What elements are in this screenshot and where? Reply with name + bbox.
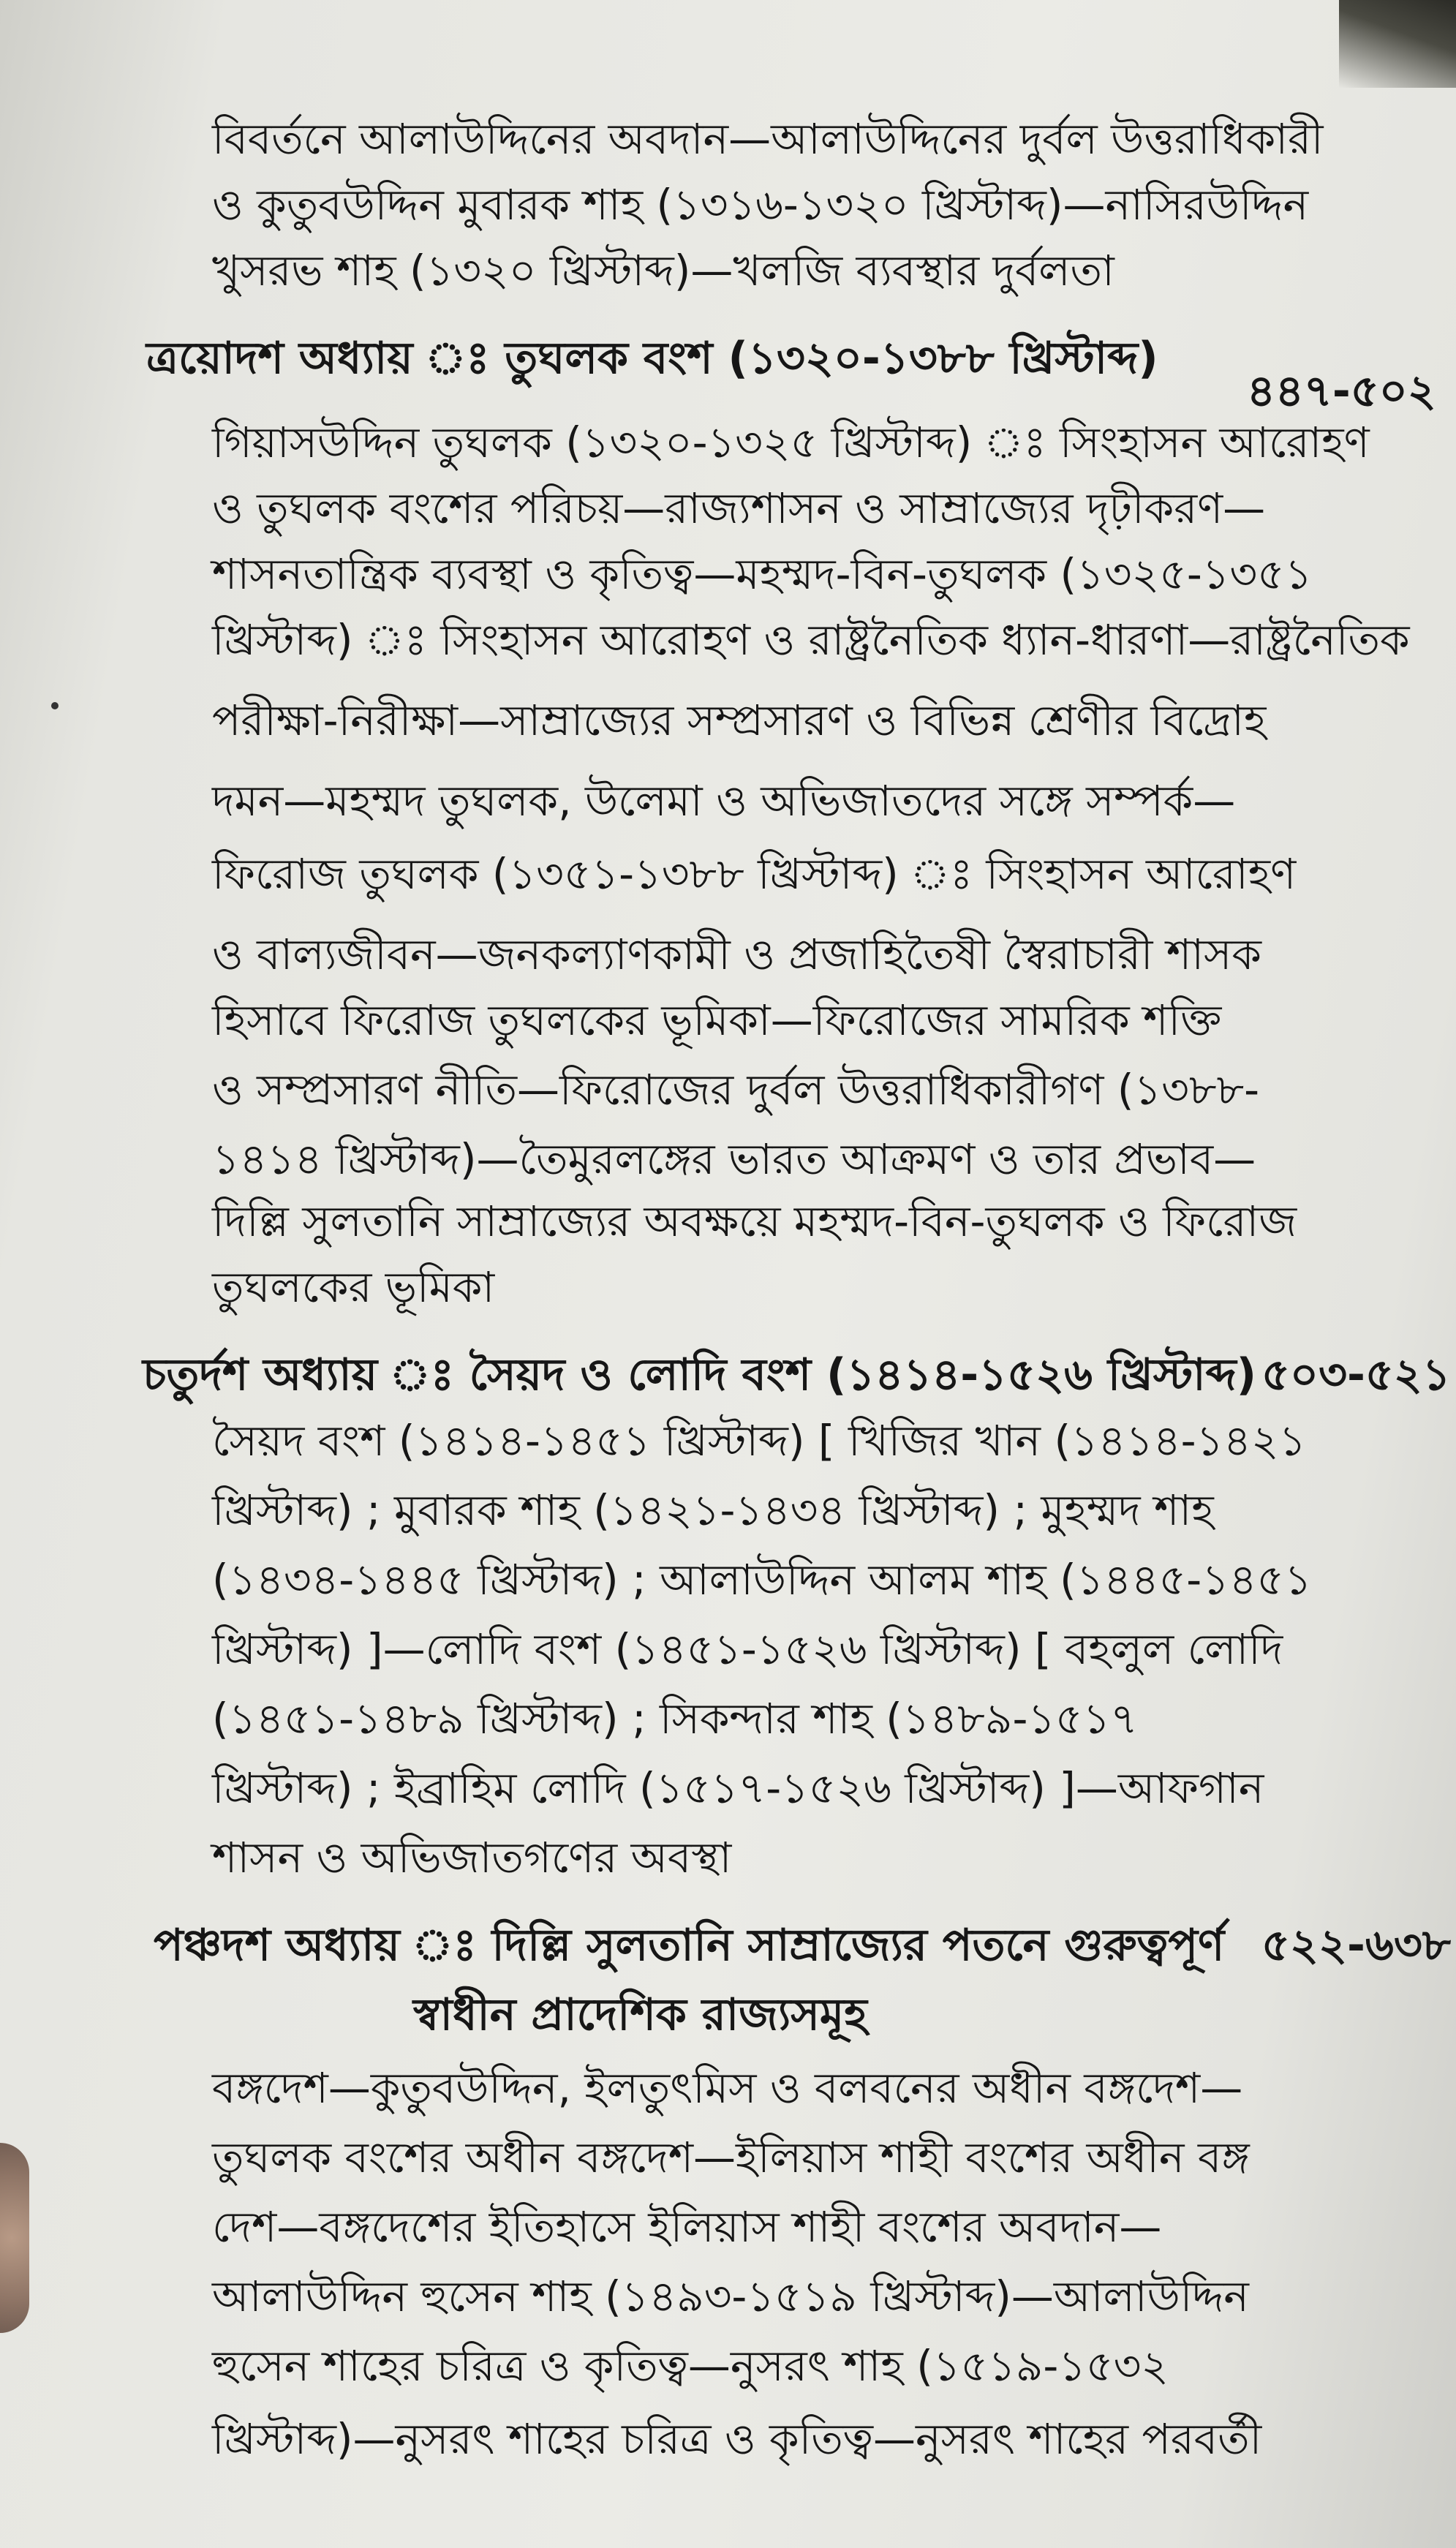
text-line: ও তুঘলক বংশের পরিচয়—রাজ্যশাসন ও সাম্রাজ্যের দৃঢ়ীকরণ— [212,483,1266,533]
text-line: ও কুতুবউদ্দিন মুবারক শাহ (১৩১৬-১৩২০ খ্রিস্টাব্দ)—নাসিরউদ্দিন [212,180,1309,230]
text-line: তুঘলক বংশের অধীন বঙ্গদেশ—ইলিয়াস শাহী বংশের অধীন বঙ্গ [212,2133,1250,2182]
text-line: দিল্লি সুলতানি সাম্রাজ্যের অবক্ষয়ে মহম্মদ-বিন-তুঘলক ও ফিরোজ [212,1196,1297,1246]
text-line: বঙ্গদেশ—কুতুবউদ্দিন, ইলতুৎমিস ও বলবনের অধীন বঙ্গদেশ— [212,2063,1243,2113]
chapter-15-pages: ৫২২-৬৩৮ [1261,1920,1451,1971]
chapter-13-heading: ত্রয়োদশ অধ্যায় ঃ তুঘলক বংশ (১৩২০-১৩৮৮ খ্রিস্টাব্দ) [146,333,1158,384]
chapter-15-heading-cont: স্বাধীন প্রাদেশিক রাজ্যসমূহ [413,1989,867,2040]
text-line: বিবর্তনে আলাউদ্দিনের অবদান—আলাউদ্দিনের দুর্বল উত্তরাধিকারী [212,114,1324,164]
chapter-14-pages: ৫০৩-৫২১ [1261,1349,1451,1401]
text-line: ও সম্প্রসারণ নীতি—ফিরোজের দুর্বল উত্তরাধিকারীগণ (১৩৮৮- [212,1065,1260,1115]
text-line: খ্রিস্টাব্দ)—নুসরৎ শাহের চরিত্র ও কৃতিত্ব—নুসরৎ শাহের পরবর্তী [212,2414,1262,2464]
text-line: দেশ—বঙ্গদেশের ইতিহাসে ইলিয়াস শাহী বংশের অবদান— [212,2202,1162,2252]
text-line: পরীক্ষা-নিরীক্ষা—সাম্রাজ্যের সম্প্রসারণ ও বিভিন্ন শ্রেণীর বিদ্রোহ [212,696,1267,745]
chapter-15-heading: পঞ্চদশ অধ্যায় ঃ দিল্লি সুলতানি সাম্রাজ্যের পতনে গুরুত্বপূর্ণ [154,1920,1225,1971]
text-line: খ্রিস্টাব্দ) ; ইব্রাহিম লোদি (১৫১৭-১৫২৬ খ্রিস্টাব্দ) ]—আফগান [212,1763,1264,1813]
chapter-13-pages: ৪৪৭-৫০২ [1247,366,1436,417]
text-line: শাসনতান্ত্রিক ব্যবস্থা ও কৃতিত্ব—মহম্মদ-বিন-তুঘলক (১৩২৫-১৩৫১ [212,549,1313,599]
text-line: ১৪১৪ খ্রিস্টাব্দ)—তৈমুরলঙ্গের ভারত আক্রমণ ও তার প্রভাব— [212,1134,1256,1184]
text-line: ও বাল্যজীবন—জনকল্যাণকামী ও প্রজাহিতৈষী স্বৈরাচারী শাসক [212,930,1261,979]
text-line: আলাউদ্দিন হুসেন শাহ (১৪৯৩-১৫১৯ খ্রিস্টাব্দ)—আলাউদ্দিন [212,2272,1249,2321]
text-line: খ্রিস্টাব্দ) ; মুবারক শাহ (১৪২১-১৪৩৪ খ্রিস্টাব্দ) ; মুহম্মদ শাহ [212,1485,1214,1535]
text-line: সৈয়দ বংশ (১৪১৪-১৪৫১ খ্রিস্টাব্দ) [ খিজির খান (১৪১৪-১৪২১ [212,1416,1307,1466]
text-line: খুসরভ শাহ (১৩২০ খ্রিস্টাব্দ)—খলজি ব্যবস্থার দুর্বলতা [212,246,1114,295]
text-line: হুসেন শাহের চরিত্র ও কৃতিত্ব—নুসরৎ শাহ (১৫১৯-১৫৩২ [212,2341,1169,2391]
chapter-14-heading: চতুর্দশ অধ্যায় ঃ সৈয়দ ও লোদি বংশ (১৪১৪-১৫২৬ খ্রিস্টাব্দ) [143,1349,1257,1401]
text-line: হিসাবে ফিরোজ তুঘলকের ভূমিকা—ফিরোজের সামরিক শক্তি [212,995,1222,1045]
text-line: খ্রিস্টাব্দ) ঃ সিংহাসন আরোহণ ও রাষ্ট্রনৈতিক ধ্যান-ধারণা—রাষ্ট্রনৈতিক [212,615,1410,665]
text-line: তুঘলকের ভূমিকা [212,1262,495,1312]
text-line: দমন—মহম্মদ তুঘলক, উলেমা ও অভিজাতদের সঙ্গে সম্পর্ক— [212,776,1236,826]
text-line: খ্রিস্টাব্দ) ]—লোদি বংশ (১৪৫১-১৫২৬ খ্রিস্টাব্দ) [ বহলুল লোদি [212,1624,1283,1674]
text-line: শাসন ও অভিজাতগণের অবস্থা [212,1833,732,1882]
text-line: (১৪৫১-১৪৮৯ খ্রিস্টাব্দ) ; সিকন্দার শাহ (১৪৮৯-১৫১৭ [212,1694,1138,1744]
text-line: গিয়াসউদ্দিন তুঘলক (১৩২০-১৩২৫ খ্রিস্টাব্দ) ঃ সিংহাসন আরোহণ [212,418,1370,467]
text-line: ফিরোজ তুঘলক (১৩৫১-১৩৮৮ খ্রিস্টাব্দ) ঃ সিংহাসন আরোহণ [212,849,1297,899]
text-line: (১৪৩৪-১৪৪৫ খ্রিস্টাব্দ) ; আলাউদ্দিন আলম শাহ (১৪৪৫-১৪৫১ [212,1555,1312,1605]
